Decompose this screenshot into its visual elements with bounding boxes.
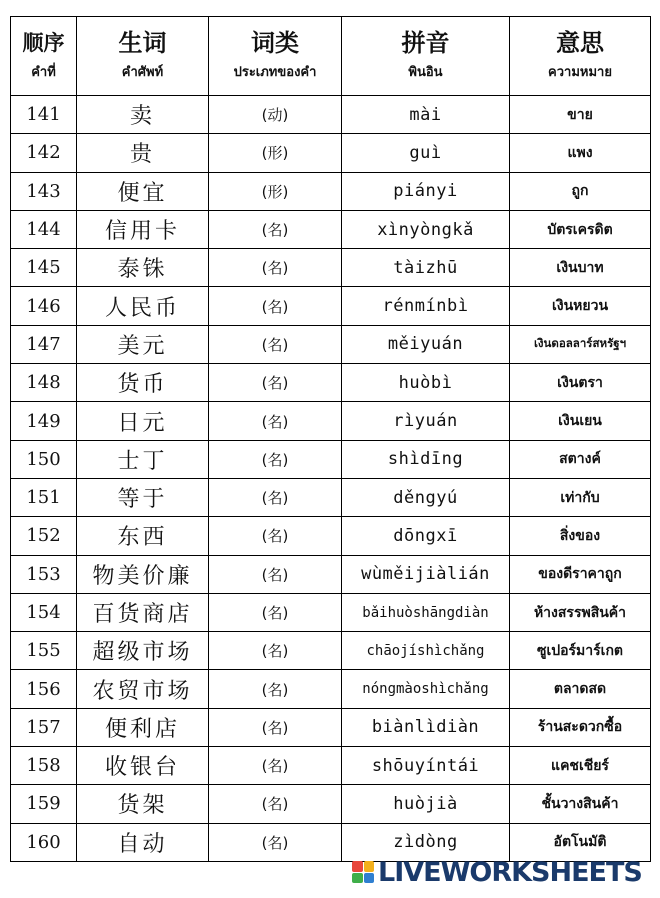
table-row [11,287,651,325]
row-part-of-speech: (名) [209,287,342,325]
row-number: 156 [11,670,77,708]
row-word: 美元 [77,325,209,363]
row-part-of-speech: (名) [209,364,342,402]
row-word: 百货商店 [77,593,209,631]
row-word: 等于 [77,478,209,516]
row-pinyin: biànlìdiàn [342,708,510,746]
row-meaning: แพง [510,134,651,172]
header-order-zh: 顺序 [22,31,65,55]
row-word: 超级市场 [77,632,209,670]
row-part-of-speech: (形) [209,172,342,210]
header-word [77,17,209,96]
liveworksheets-logo-icon [352,861,374,883]
header-pinyin-zh: 拼音 [401,29,450,57]
row-word: 日元 [77,402,209,440]
row-number: 143 [11,172,77,210]
row-pinyin: xìnyòngkǎ [342,210,510,248]
row-pinyin: rénmínbì [342,287,510,325]
row-part-of-speech: (名) [209,670,342,708]
row-meaning: เท่ากับ [510,478,651,516]
row-word: 货架 [77,785,209,823]
table-row [11,708,651,746]
table-row [11,517,651,555]
header-order-th: คำที่ [31,65,56,80]
table-row [11,632,651,670]
logo-square-red [352,861,363,872]
row-pinyin: chāojíshìchǎng [342,632,510,670]
row-number: 145 [11,249,77,287]
row-meaning: ซูเปอร์มาร์เกต [510,632,651,670]
row-meaning: เงินบาท [510,249,651,287]
row-word: 便利店 [77,708,209,746]
row-meaning: ชั้นวางสินค้า [510,785,651,823]
table-row [11,172,651,210]
row-pinyin: huòbì [342,364,510,402]
row-word: 士丁 [77,440,209,478]
row-part-of-speech: (名) [209,708,342,746]
row-word: 信用卡 [77,210,209,248]
row-meaning: เงินเยน [510,402,651,440]
row-part-of-speech: (名) [209,325,342,363]
table-row [11,747,651,785]
row-pinyin: rìyuán [342,402,510,440]
row-part-of-speech: (名) [209,747,342,785]
row-number: 146 [11,287,77,325]
table-row [11,402,651,440]
row-meaning: แคชเชียร์ [510,747,651,785]
row-meaning: สิ่งของ [510,517,651,555]
row-pinyin: shìdīng [342,440,510,478]
row-meaning: เงินดอลลาร์สหรัฐฯ [510,325,651,363]
row-meaning: ตลาดสด [510,670,651,708]
table-row [11,555,651,593]
header-meaning [510,17,651,96]
row-meaning: เงินตรา [510,364,651,402]
row-part-of-speech: (形) [209,134,342,172]
row-pinyin: tàizhū [342,249,510,287]
logo-square-green [352,873,363,884]
row-word: 物美价廉 [77,555,209,593]
row-pinyin: měiyuán [342,325,510,363]
row-number: 142 [11,134,77,172]
header-pos-zh: 词类 [251,29,299,57]
row-pinyin: nóngmàoshìchǎng [342,670,510,708]
header-meaning-zh: 意思 [556,29,604,57]
row-part-of-speech: (名) [209,593,342,631]
table-row [11,593,651,631]
row-number: 152 [11,517,77,555]
row-pinyin: zìdòng [342,823,510,861]
header-pos [209,17,342,96]
table-row [11,249,651,287]
row-part-of-speech: (名) [209,478,342,516]
row-meaning: ขาย [510,96,651,134]
row-number: 158 [11,747,77,785]
row-word: 东西 [77,517,209,555]
table-row [11,96,651,134]
row-number: 149 [11,402,77,440]
header-word-th: คำศัพท์ [121,65,164,80]
table-row [11,134,651,172]
row-meaning: ห้างสรรพสินค้า [510,593,651,631]
row-pinyin: guì [342,134,510,172]
row-pinyin: wùměijiàlián [342,555,510,593]
row-part-of-speech: (名) [209,632,342,670]
row-meaning: ร้านสะดวกซื้อ [510,708,651,746]
row-part-of-speech: (名) [209,555,342,593]
row-number: 141 [11,96,77,134]
row-part-of-speech: (名) [209,785,342,823]
row-meaning: สตางค์ [510,440,651,478]
row-number: 148 [11,364,77,402]
row-word: 卖 [77,96,209,134]
watermark-text: LIVEWORKSHEETS [378,856,642,888]
row-number: 144 [11,210,77,248]
row-word: 货币 [77,364,209,402]
header-meaning-th: ความหมาย [548,65,612,80]
row-part-of-speech: (动) [209,96,342,134]
header-row [11,17,651,96]
header-pinyin [342,17,510,96]
row-pinyin: děngyú [342,478,510,516]
row-word: 贵 [77,134,209,172]
row-number: 150 [11,440,77,478]
row-meaning: ถูก [510,172,651,210]
header-pos-th: ประเภทของคำ [233,65,317,80]
row-pinyin: bǎihuòshāngdiàn [342,593,510,631]
table-row [11,325,651,363]
logo-square-blue [364,873,375,884]
row-word: 便宜 [77,172,209,210]
row-part-of-speech: (名) [209,249,342,287]
table-row [11,210,651,248]
row-pinyin: mài [342,96,510,134]
header-order [11,17,77,96]
row-part-of-speech: (名) [209,517,342,555]
row-pinyin: piányi [342,172,510,210]
row-number: 159 [11,785,77,823]
row-meaning: ของดีราคาถูก [510,555,651,593]
row-number: 151 [11,478,77,516]
row-pinyin: shōuyíntái [342,747,510,785]
row-part-of-speech: (名) [209,823,342,861]
row-word: 泰铢 [77,249,209,287]
row-word: 自动 [77,823,209,861]
header-pinyin-th: พินอิน [408,65,443,80]
row-meaning: อัตโนมัติ [510,823,651,861]
logo-square-yellow [364,861,375,872]
row-pinyin: dōngxī [342,517,510,555]
row-number: 154 [11,593,77,631]
row-meaning: เงินหยวน [510,287,651,325]
row-part-of-speech: (名) [209,210,342,248]
table-row [11,785,651,823]
row-number: 147 [11,325,77,363]
row-word: 收银台 [77,747,209,785]
vocabulary-table [10,16,651,862]
row-number: 155 [11,632,77,670]
row-meaning: บัตรเครดิต [510,210,651,248]
table-row [11,364,651,402]
row-word: 农贸市场 [77,670,209,708]
header-word-zh: 生词 [118,29,167,57]
table-row [11,670,651,708]
row-number: 157 [11,708,77,746]
liveworksheets-watermark [352,856,642,888]
row-number: 153 [11,555,77,593]
row-part-of-speech: (名) [209,440,342,478]
row-part-of-speech: (名) [209,402,342,440]
row-pinyin: huòjià [342,785,510,823]
row-word: 人民币 [77,287,209,325]
table-row [11,440,651,478]
row-number: 160 [11,823,77,861]
table-row [11,478,651,516]
